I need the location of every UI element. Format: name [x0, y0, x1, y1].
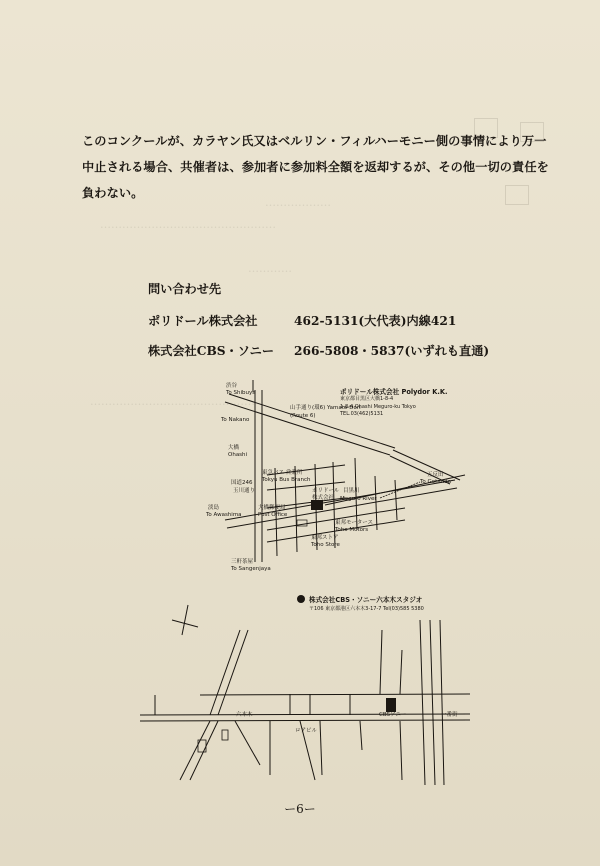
- map-label: To Shibuya: [226, 390, 256, 396]
- bleed-through-text: ………………: [265, 196, 331, 209]
- disclaimer-line: 中止される場合、共催者は、参加者に参加料全額を返却するが、その他一切の責任を: [82, 160, 549, 174]
- contact-heading: 問い合わせ先: [148, 282, 222, 296]
- map-label: 東急バス 営業所: [262, 470, 303, 476]
- map-label: 一番街: [441, 712, 458, 718]
- map-label: Toho Store: [311, 542, 340, 548]
- disclaimer-line: 負わない。: [82, 186, 144, 200]
- map-label: ポリドール: [312, 488, 340, 494]
- cbs-sony-address-line: 〒106 東京都港区六本木3-17-7 Tel(03)585 5380: [309, 606, 424, 612]
- polydor-company-name: ポリドール株式会社 Polydor K.K.: [340, 388, 448, 396]
- page-number: ー6ー: [284, 802, 316, 816]
- disclaimer-line: このコンクールが、カラヤン氏又はベルリン・フィルハーモニー側の事情により万一: [82, 134, 547, 148]
- bleed-through-text: ………………………………………: [90, 395, 255, 408]
- cbs-sony-studio-name: 株式会社CBS・ソニー六本木スタジオ: [309, 596, 423, 604]
- bleed-through-text: …………………………………………: [100, 218, 276, 231]
- polydor-address-line: 1-8-4 Ohashi Meguro-ku Tokyo: [340, 403, 416, 410]
- map-label: 目黒川: [343, 488, 360, 494]
- map-label: 株式会社: [312, 495, 335, 501]
- bleed-through-text: …………: [248, 262, 292, 275]
- polydor-address-line: 東京都目黒区大橋1-8-4: [340, 396, 394, 402]
- map-label: 淡島: [208, 505, 220, 511]
- map-label: To Awashima: [206, 512, 242, 518]
- disclaimer-paragraph: [82, 128, 549, 206]
- polydor-address-line: TEL.03(462)5131: [340, 411, 384, 417]
- map-label: 渋谷: [226, 383, 238, 389]
- contact-phone: 266-5808・5837(いずれも直通): [294, 344, 490, 358]
- map-label: To Gotanda: [420, 479, 452, 485]
- contact-company: ポリドール株式会社: [148, 314, 258, 328]
- map-label: 玉川通り: [233, 488, 256, 494]
- map-label: 大橋: [228, 445, 240, 451]
- map-label: To Nakano: [221, 417, 250, 423]
- map-label: ロアビル: [295, 728, 318, 734]
- map-label: 六本木: [236, 712, 253, 718]
- polydor-address-block: [340, 386, 447, 419]
- map-label: CBSソニー: [379, 712, 407, 718]
- cbs-sony-studio-map: [140, 590, 470, 790]
- map-label: 国道246: [231, 480, 253, 486]
- map-label: 大橋郵便局: [258, 505, 286, 511]
- contact-phone: 462-5131(大代表)内線421: [294, 314, 457, 328]
- map-label: 東邦モータース: [335, 520, 374, 526]
- map-label: Toho Motors: [335, 527, 369, 533]
- map-label: Ohashi: [228, 452, 248, 458]
- map-label: (Route 6): [290, 413, 316, 419]
- map-label: 五反田: [427, 472, 444, 478]
- contact-company: 株式会社CBS・ソニー: [148, 344, 275, 358]
- map-label: 山手通り(環6) Yamate-Dori: [290, 405, 361, 411]
- map-label: 三軒茶屋: [231, 559, 254, 565]
- map-label: To Sangenjaya: [231, 566, 271, 572]
- map-label: Post Office: [258, 512, 288, 518]
- map-label: Tokyu Bus Branch: [262, 477, 311, 483]
- map-label: Meguro River: [340, 496, 377, 502]
- map-label: 東邦ストア: [311, 535, 339, 541]
